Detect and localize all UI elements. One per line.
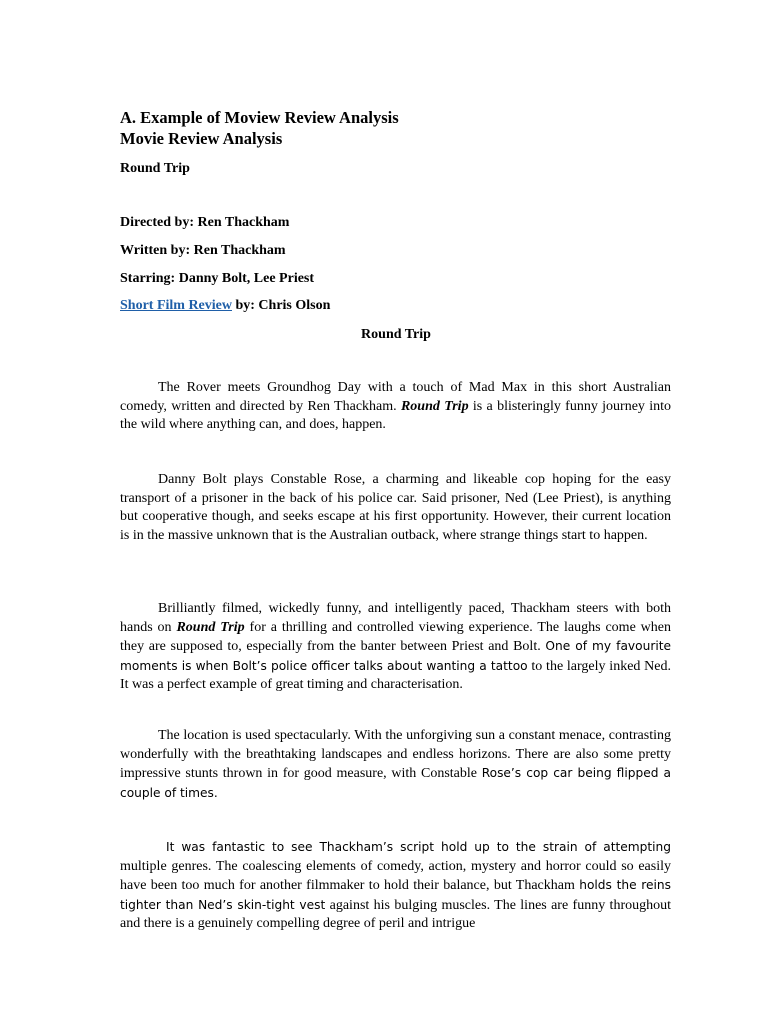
paragraph-3: Brilliantly filmed, wickedly funny, and intelligently paced, Thackham steers with both hands on Round Trip for a thrilling and controlled viewing experience. The laughs come when they are supposed to, especially from the banter between Priest and Bolt. One of my favourite moments is when Bolt’s police officer talks about wanting a tattoo to the largely inked Ned. It was a perfect example of great timing and characterisation.	[120, 601, 672, 693]
review-credit	[120, 297, 330, 315]
document-heading: A. Example of Moview Review Analysis	[120, 108, 399, 127]
paragraph-4: The location is used spectacularly. With the unforgiving sun a constant menace, contrasting wonderfully with the breathtaking landscapes and endless horizons. There are also some pretty impressive stunts thrown in for good measure, with Constable Rose’s cop car being flipped a couple of times.	[120, 728, 672, 800]
review-author: by: Chris Olson	[231, 298, 331, 313]
document-subheading: Movie Review Analysis	[120, 129, 283, 148]
short-film-review-link[interactable]: Short Film Review	[120, 298, 232, 313]
paragraph-5: It was fantastic to see Thackham’s script hold up to the strain of attempting multiple genres. The coalescing elements of comedy, action, mystery and horror could so easily have been too much for another filmmaker to hold their balance, but Thackham holds the reins tighter than Ned’s skin-tight vest against his bulging muscles. The lines are funny throughout and there is a genuinely compelling degree of peril and intrigue	[120, 840, 671, 932]
directed-by: Directed by: Ren Thackham	[120, 215, 290, 230]
film-title-emphasis: Round Trip	[176, 619, 245, 635]
written-by: Written by: Ren Thackham	[120, 243, 286, 258]
review-title: Round Trip	[361, 327, 431, 342]
film-title: Round Trip	[120, 161, 190, 176]
paragraph-1: The Rover meets Groundhog Day with a touch of Mad Max in this short Australian comedy, written and directed by Ren Thackham. Round Trip is a blisteringly funny journey into the wild where anything can, and does, happen.	[120, 380, 672, 433]
paragraph-2: Danny Bolt plays Constable Rose, a charming and likeable cop hoping for the easy transport of a prisoner in the back of his police car. Said prisoner, Ned (Lee Priest), is anything but cooperative though, and seeks escape at his first opportunity. However, their current location is in the massive unknown that is the Australian outback, where strange things start to happen.	[120, 472, 671, 543]
film-title-emphasis: Round Trip	[400, 398, 469, 414]
starring: Starring: Danny Bolt, Lee Priest	[120, 271, 315, 286]
